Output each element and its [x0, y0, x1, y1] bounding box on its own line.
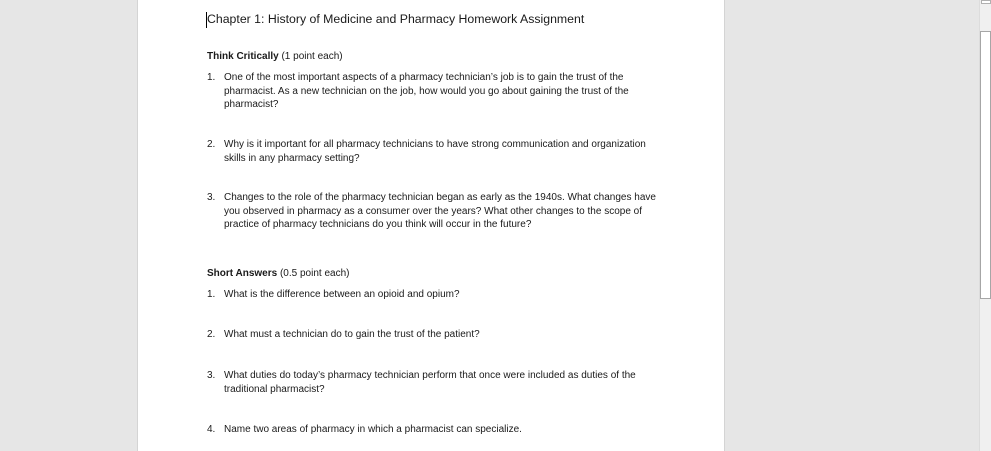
list-item-text: Name two areas of pharmacy in which a pharmacist can specialize.: [224, 424, 522, 435]
list-item-number: 3.: [207, 192, 216, 203]
scroll-up-button[interactable]: [981, 0, 991, 4]
list-item-number: 2.: [207, 329, 216, 340]
list-item-text: What must a technician do to gain the trust of the patient?: [224, 329, 480, 340]
list-item: [207, 328, 667, 342]
list-item-number: 2.: [207, 139, 216, 150]
list-item: [207, 423, 667, 437]
list-item-number: 3.: [207, 370, 216, 381]
list-item-text: Why is it important for all pharmacy technicians to have strong communication and organization skills in any pharmacy setting?: [224, 139, 646, 164]
list-item-text: What duties do today’s pharmacy technician perform that once were included as duties of the traditional pharmacist?: [224, 370, 636, 395]
list-item-number: 4.: [207, 424, 216, 435]
scrollbar-thumb[interactable]: [980, 31, 991, 299]
section-heading-think-critically: [207, 51, 343, 62]
section-heading-rest: (0.5 point each): [277, 268, 350, 279]
list-item-number: 1.: [207, 289, 216, 300]
list-item-text: One of the most important aspects of a pharmacy technician’s job is to gain the trust of the pharmacist. As a new technician on the job, how would you go about gaining the trust of the pharmacist?: [224, 72, 629, 111]
list-item: [207, 288, 667, 302]
vertical-scrollbar[interactable]: [979, 0, 991, 451]
list-item: [207, 138, 667, 165]
section-heading-rest: (1 point each): [278, 51, 343, 62]
list-item: [207, 369, 667, 396]
list-item-number: 1.: [207, 72, 216, 83]
list-item: [207, 71, 667, 112]
section-heading-bold: Short Answers: [207, 268, 278, 279]
section-heading-bold: Think Critically: [207, 51, 279, 62]
section-heading-short-answers: [207, 268, 349, 279]
document-title: Chapter 1: History of Medicine and Pharmacy Homework Assignment: [207, 12, 585, 26]
list-item-text: What is the difference between an opioid and opium?: [224, 289, 460, 300]
list-item-text: Changes to the role of the pharmacy technician began as early as the 1940s. What changes have you observed in pharmacy as a consumer over the years? What other changes to the scope of practice of pharmacy technicians do you think will occur in the future?: [224, 192, 656, 231]
list-item: [207, 191, 667, 232]
document-page[interactable]: [137, 0, 725, 451]
